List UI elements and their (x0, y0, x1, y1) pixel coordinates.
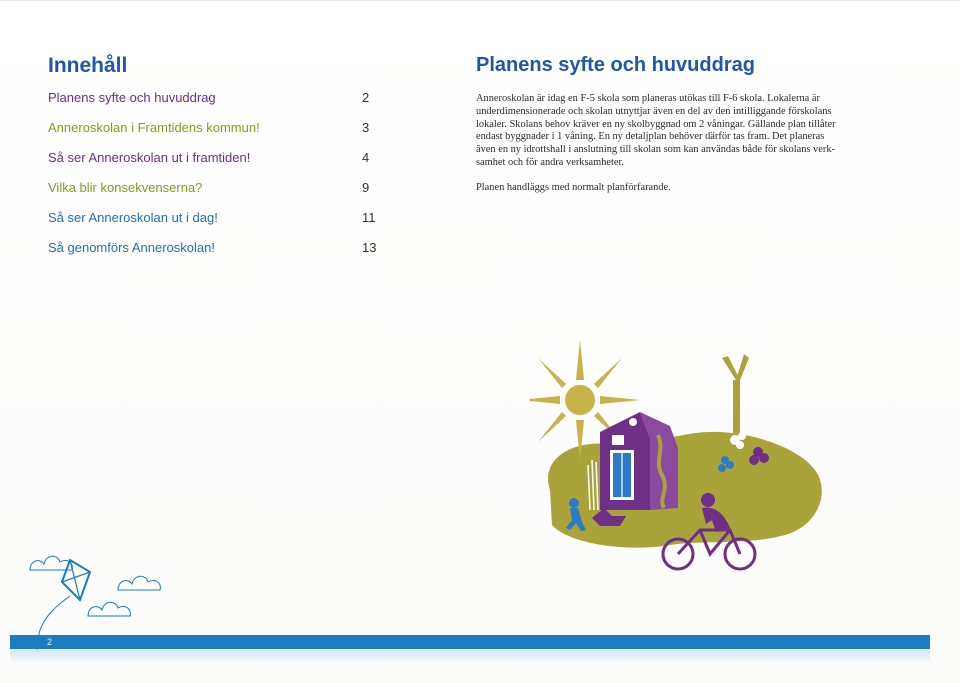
table-of-contents (48, 54, 388, 270)
closing-paragraph: Planen handläggs med normalt planförfarande. (476, 181, 671, 193)
toc-item-label: Så ser Anneroskolan ut i dag! (48, 210, 218, 225)
body-line: samhet och för andra verksamheter. (476, 156, 625, 168)
body-paragraph (476, 93, 896, 170)
toc-item[interactable] (48, 210, 388, 240)
body-line: endast byggnader i 1 våning. En ny detaljplan behöver därför tas fram. Det planeras (476, 131, 825, 143)
toc-item[interactable] (48, 150, 388, 180)
main-section (476, 54, 896, 195)
toc-item-label: Planens syfte och huvuddrag (48, 90, 216, 105)
toc-item-page: 3 (362, 120, 370, 135)
school-illustration (530, 340, 830, 580)
toc-item-page: 9 (362, 180, 370, 195)
kite-icon (62, 560, 90, 600)
toc-item-page: 2 (362, 90, 370, 105)
toc-item-page: 4 (362, 150, 370, 165)
section-title: Planens syfte och huvuddrag (476, 54, 755, 76)
toc-item-page: 13 (362, 240, 377, 255)
cloud-icon (88, 602, 130, 616)
toc-item[interactable] (48, 240, 388, 270)
toc-item[interactable] (48, 120, 388, 150)
toc-item[interactable] (48, 180, 388, 210)
wind-turbine-icon (722, 354, 749, 442)
toc-item-label: Så genomförs Anneroskolan! (48, 240, 215, 255)
kite-illustration (10, 530, 180, 670)
toc-title: Innehåll (48, 54, 128, 77)
body-line: även en ny idrottshall i anslutning till skolan som kan användas både för skolans verk- (476, 144, 835, 156)
cloud-icon (118, 576, 160, 590)
body-line: underdimensionerade och skolan utnyttjar även en del av den intilliggande förskolans (476, 105, 832, 117)
house-icon (588, 412, 678, 510)
toc-item-label: Vilka blir konsekvenserna? (48, 180, 203, 195)
toc-item[interactable] (48, 90, 388, 120)
page-number: 2 (47, 637, 53, 647)
cloud-icon (30, 556, 72, 570)
toc-item-label: Anneroskolan i Framtidens kommun! (48, 120, 260, 135)
footer-shadow (10, 650, 930, 664)
toc-item-label: Så ser Anneroskolan ut i framtiden! (48, 150, 251, 165)
toc-item-page: 11 (362, 210, 376, 225)
body-line: lokaler. Skolans behov kräver en ny skolbyggnad om 2 våningar. Gällande plan tillåter (476, 118, 836, 130)
footer-bar (10, 635, 930, 649)
body-line: Anneroskolan är idag en F-5 skola som planeras utökas till F-6 skola. Lokalerna är (476, 93, 820, 104)
